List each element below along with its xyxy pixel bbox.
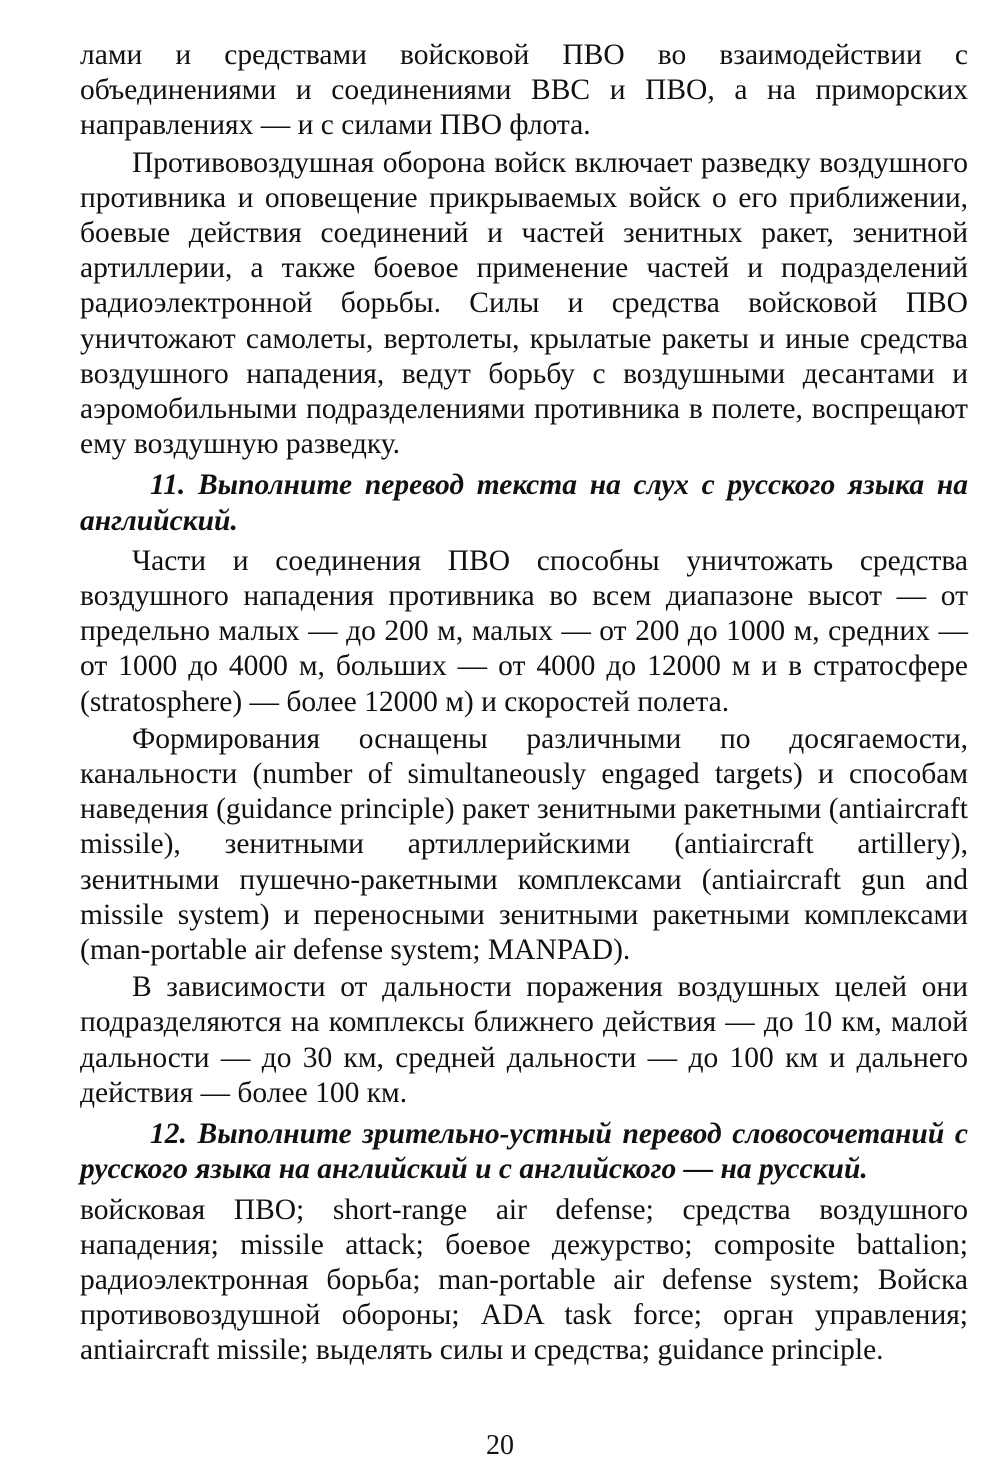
page-number: 20 — [486, 1430, 514, 1461]
exercise-12-heading: 12. Выполните зрительно-устный перевод словосочетаний с русского языка на английский и с английского — на русский. — [80, 1118, 968, 1186]
paragraph-word-list: войсковая ПВО; short-range air defense; средства воздушного нападения; missile attack; боевое дежурство; composite battalion; радиоэлектронная борьба; man-portable air defense system; Войска противовоздушной обороны; ADA task force; орган управления; antiaircraft missile; выделять силы и средства; guidance principle. — [80, 1193, 968, 1367]
exercise-11-heading: 11. Выполните перевод текста на слух с русского языка на английский. — [80, 469, 968, 537]
paragraph-air-defense-description: Противовоздушная оборона войск включает разведку воздушного противника и оповещение прикрываемых войск о его приближении, боевые действия соединений и частей зенитных ракет, зенитной артиллерии, а также боевое применение частей и подразделений радиоэлектронной борьбы. Силы и средства войсковой ПВО уничтожают самолеты, вертолеты, крылатые ракеты и иные средства воздушного нападения, ведут борьбу с воздушными десантами и аэромобильными подразделениями противника в полете, воспрещают ему воздушную разведку. — [80, 146, 968, 461]
page-body — [80, 38, 968, 1369]
paragraph-equipment: Формирования оснащены различными по досягаемости, канальности (number of simultaneously engaged targets) и способам наведения (guidance principle) ракет зенитными ракетными (antiaircraft missile), зенитными артиллерийскими (antiaircraft artillery), зенитными пушечно-ракетными комплексами (antiaircraft gun and missile system) и переносными зенитными ракетными комплексами (man-portable air defense system; MANPAD). — [80, 722, 968, 967]
paragraph-range-classes: В зависимости от дальности поражения воздушных целей они подразделяются на комплексы ближнего действия — до 10 км, малой дальности — до 30 км, средней дальности — до 100 км и дальнего действия — более 100 км. — [80, 971, 968, 1109]
paragraph-altitude-ranges: Части и соединения ПВО способны уничтожать средства воздушного нападения противника во всем диапазоне высот — от предельно малых — до 200 м, малых — от 200 до 1000 м, средних — от 1000 до 4000 м, больших — от 4000 до 12000 м и в стратосфере (stratosphere) — более 12000 м) и скоростей полета. — [80, 544, 968, 718]
paragraph-continuation: лами и средствами войсковой ПВО во взаимодействии с объединениями и соединениями ВВС и ПВО, а на приморских направлениях — и с силами ПВО флота. — [80, 39, 968, 142]
